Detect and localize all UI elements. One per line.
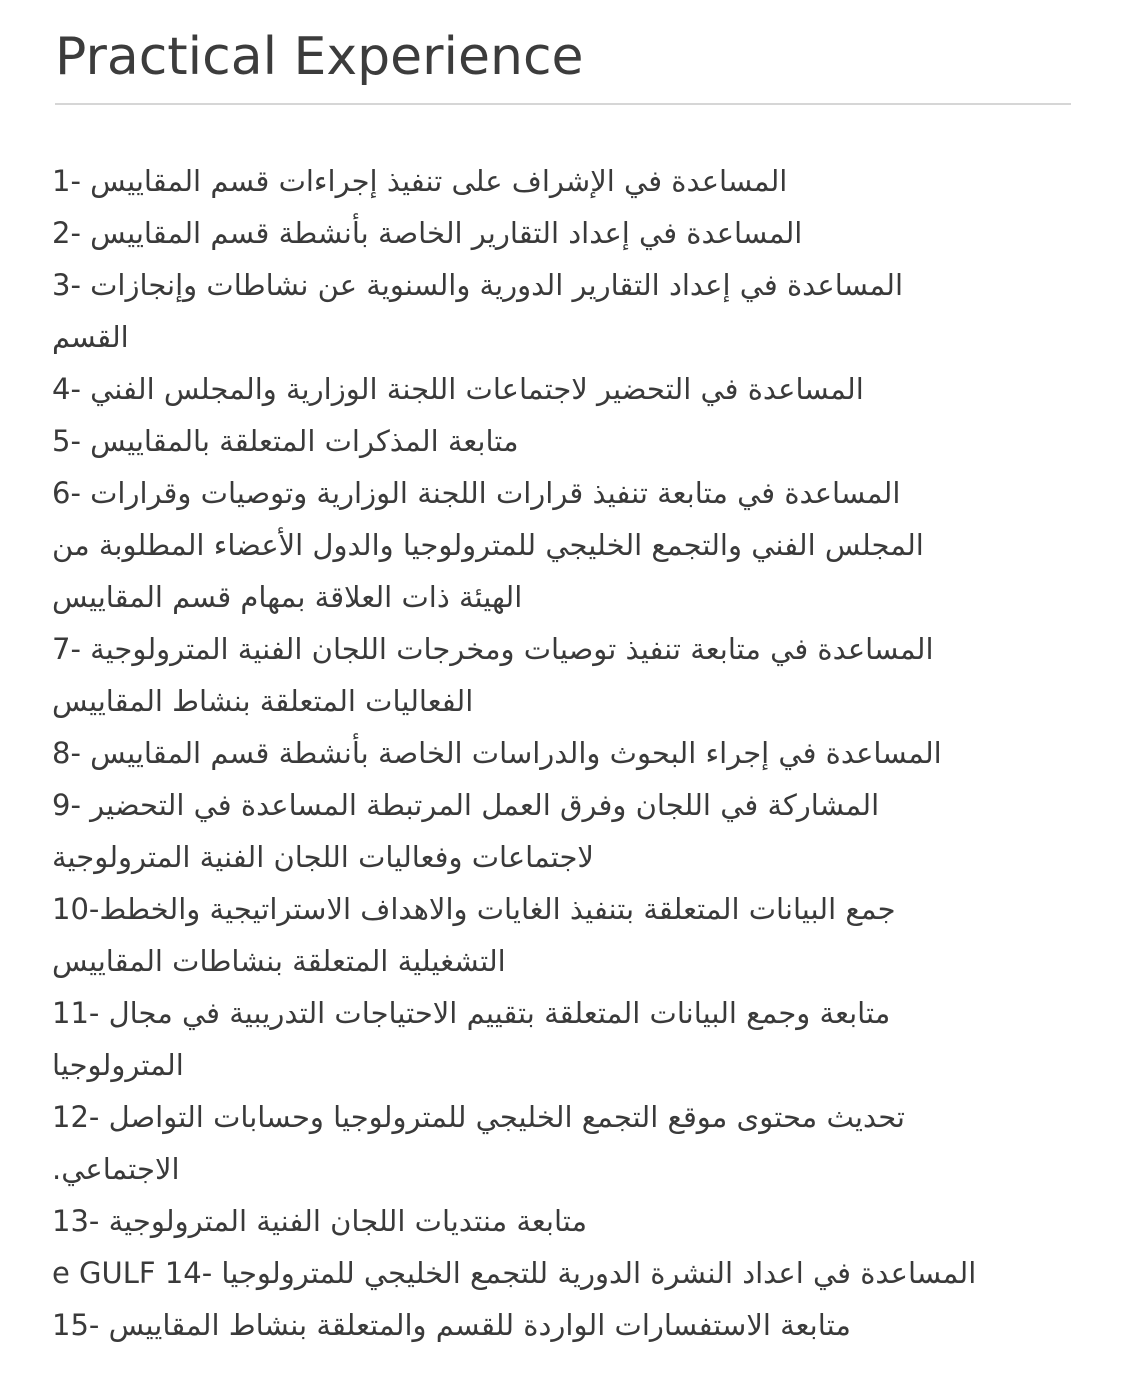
item-text: المساعدة في متابعة تنفيذ قرارات اللجنة الوزارية وتوصيات وقرارات -6 bbox=[52, 476, 901, 510]
item-text: المساعدة في إعداد التقارير الدورية والسنوية عن نشاطات وإنجازات -3 bbox=[52, 268, 904, 302]
item-text-continuation: القسم bbox=[52, 320, 129, 354]
list-item bbox=[52, 779, 1072, 883]
list-item bbox=[52, 1247, 1072, 1299]
list-item bbox=[52, 987, 1072, 1091]
item-text: متابعة الاستفسارات الواردة للقسم والمتعلقة بنشاط المقاييس -15 bbox=[52, 1308, 851, 1342]
title-divider bbox=[55, 103, 1071, 105]
item-text: المساعدة في التحضير لاجتماعات اللجنة الوزارية والمجلس الفني -4 bbox=[52, 372, 864, 406]
item-text-continuation: الفعاليات المتعلقة بنشاط المقاييس bbox=[52, 684, 474, 718]
item-text: المساعدة في متابعة تنفيذ توصيات ومخرجات اللجان الفنية المترولوجية -7 bbox=[52, 632, 934, 666]
experience-list bbox=[52, 155, 1072, 1351]
item-text-continuation: الاجتماعي. bbox=[52, 1152, 180, 1186]
list-item bbox=[52, 727, 1072, 779]
item-text-continuation: المترولوجيا bbox=[52, 1048, 184, 1082]
item-text: متابعة المذكرات المتعلقة بالمقاييس -5 bbox=[52, 424, 519, 458]
item-text: جمع البيانات المتعلقة بتنفيذ الغايات والاهداف الاستراتيجية والخطط-10 bbox=[52, 892, 896, 926]
list-item bbox=[52, 1299, 1072, 1351]
list-item bbox=[52, 259, 1072, 363]
page-title: Practical Experience bbox=[55, 27, 584, 87]
list-item bbox=[52, 623, 1072, 727]
item-text: متابعة وجمع البيانات المتعلقة بتقييم الاحتياجات التدريبية في مجال -11 bbox=[52, 996, 891, 1030]
list-item bbox=[52, 1195, 1072, 1247]
item-text-continuation: الهيئة ذات العلاقة بمهام قسم المقاييس bbox=[52, 580, 523, 614]
item-text: المساعدة في الإشراف على تنفيذ إجراءات قسم المقاييس -1 bbox=[52, 164, 788, 198]
item-text: المساعدة في إجراء البحوث والدراسات الخاصة بأنشطة قسم المقاييس -8 bbox=[52, 736, 942, 770]
list-item bbox=[52, 1091, 1072, 1195]
item-text: المشاركة في اللجان وفرق العمل المرتبطة المساعدة في التحضير -9 bbox=[52, 788, 880, 822]
list-item bbox=[52, 363, 1072, 415]
list-item bbox=[52, 467, 1072, 623]
item-text: المساعدة في إعداد التقارير الخاصة بأنشطة قسم المقاييس -2 bbox=[52, 216, 803, 250]
item-text-continuation: التشغيلية المتعلقة بنشاطات المقاييس bbox=[52, 944, 506, 978]
list-item bbox=[52, 155, 1072, 207]
item-text-continuation: لاجتماعات وفعاليات اللجان الفنية المترولوجية bbox=[52, 840, 594, 874]
item-text: تحديث محتوى موقع التجمع الخليجي للمترولوجيا وحسابات التواصل -12 bbox=[52, 1100, 905, 1134]
item-text-continuation: المجلس الفني والتجمع الخليجي للمترولوجيا والدول الأعضاء المطلوبة من bbox=[52, 528, 924, 562]
list-item bbox=[52, 207, 1072, 259]
item-text: متابعة منتديات اللجان الفنية المترولوجية -13 bbox=[52, 1204, 588, 1238]
list-item bbox=[52, 883, 1072, 987]
item-text: e GULF المساعدة في اعداد النشرة الدورية للتجمع الخليجي للمترولوجيا -14 bbox=[52, 1256, 977, 1290]
list-item bbox=[52, 415, 1072, 467]
